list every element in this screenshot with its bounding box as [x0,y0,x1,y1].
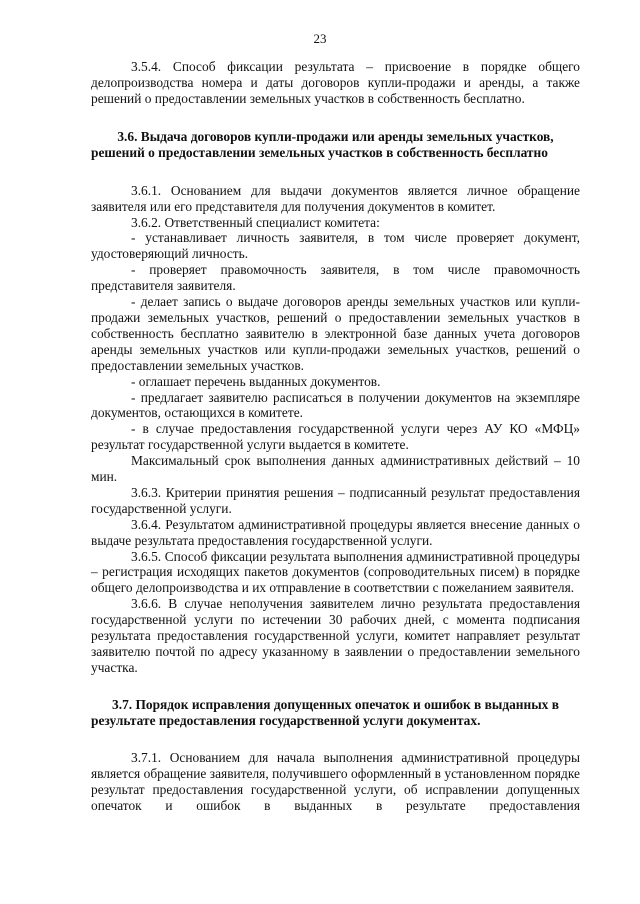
paragraph-3-7-1: 3.7.1. Основанием для начала выполнения административной процедуры является обращение заявителя, получившего оформленный в установленном порядке результат предоставления государственной услуги, об исправлении допущенных опечаток и ошибок в выданных в результате предоставления [91,749,580,813]
list-item-mfc: - в случае предоставления государственной услуги через АУ КО «МФЦ» результат государственной услуги выдается в комитете. [91,421,580,453]
paragraph-3-6-1: 3.6.1. Основанием для выдачи документов является личное обращение заявителя или его представителя для получения документов в комитет. [91,182,580,214]
paragraph-3-6-3: 3.6.3. Критерии принятия решения – подписанный результат предоставления государственной услуги. [91,484,580,516]
heading-3-6: 3.6. Выдача договоров купли-продажи или аренды земельных участков, решений о предоставлении земельных участков в собственность бесплатно [91,128,554,160]
list-item-announce: - оглашает перечень выданных документов. [131,373,381,389]
paragraph-3-6-5: 3.6.5. Способ фиксации результата выполнения административной процедуры – регистрация исходящих пакетов документов (сопроводительных писем) в порядке общего делопроизводства и их отправление в соответствии с пожеланием заявителя. [91,548,580,596]
paragraph-3-6-2: 3.6.2. Ответственный специалист комитета: [131,214,380,230]
paragraph-3-6-6: 3.6.6. В случае неполучения заявителем лично результата предоставления государственной услуги по истечении 30 рабочих дней, с момента подписания результата предоставления государственной услуги, комитет направляет результат заявителю почтой по адресу указанному в заявлении о предоставлении земельного участка. [91,596,580,675]
document-body [91,59,580,813]
list-item-record: - делает запись о выдаче договоров аренды земельных участков или купли-продажи земельных участков, решений о предоставлении земельных участков в собственность бесплатно заявителю в электронной базе данных учета договоров аренды земельных участков или купли-продажи земельных участков, решений о предоставлении земельных участков. [91,294,580,373]
list-item-identity: - устанавливает личность заявителя, в том числе проверяет документ, удостоверяющий личность. [91,230,580,262]
paragraph-max-time: Максимальный срок выполнения данных административных действий – 10 мин. [91,453,580,485]
paragraph-3-6-4: 3.6.4. Результатом административной процедуры является внесение данных о выдаче результата предоставления государственной услуги. [91,516,580,548]
heading-3-7: 3.7. Порядок исправления допущенных опечаток и ошибок в выданных в результате предоставления государственной услуги документах. [91,696,559,728]
list-item-authority: - проверяет правомочность заявителя, в том числе правомочность представителя заявителя. [91,262,580,294]
list-item-signature: - предлагает заявителю расписаться в получении документов на экземпляре документов, остающихся в комитете. [91,389,580,421]
paragraph-3-5-4: 3.5.4. Способ фиксации результата – присвоение в порядке общего делопроизводства номера и даты договоров купли-продажи и аренды, а также решений о предоставлении земельных участков в собственность бесплатно. [91,59,580,106]
page-number: 23 [313,31,327,46]
